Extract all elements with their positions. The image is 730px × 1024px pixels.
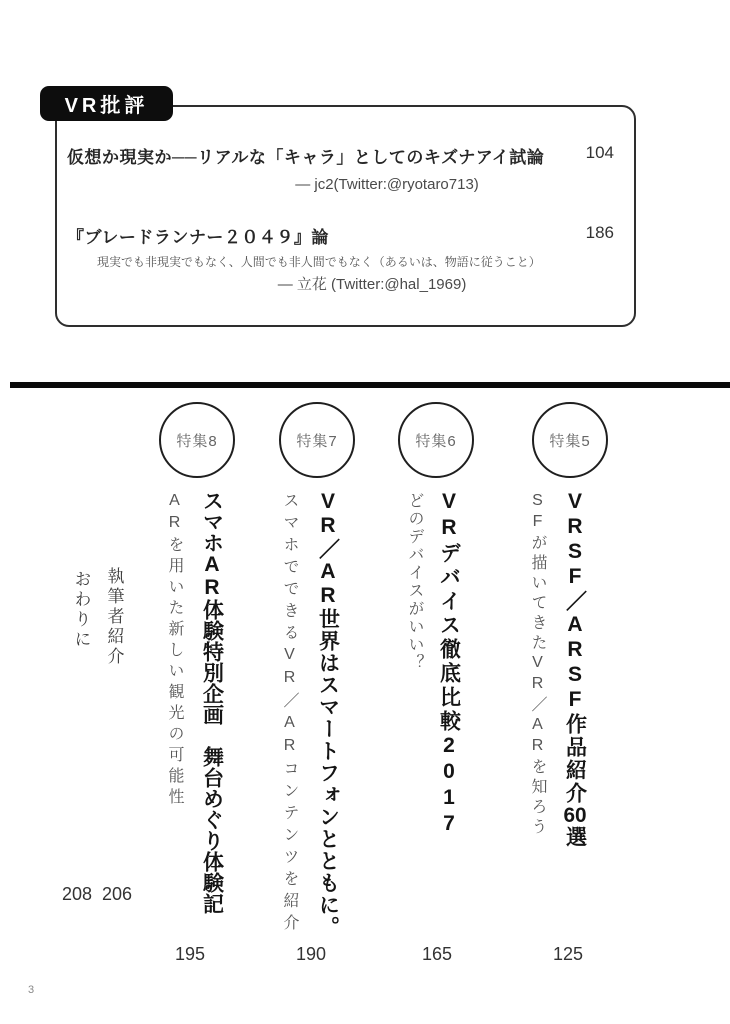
feature-badge-7 [279,402,355,478]
entry-page-number: 104 [585,143,614,162]
backmatter-page-number: 206 [101,884,133,904]
feature-title-7 [314,490,342,938]
backmatter-item-authors [103,567,125,667]
feature-title-5 [561,490,589,849]
section-label-text: VR批評 [64,95,149,117]
feature-title-segment: VRSF／ARSF作品紹介 [563,490,587,805]
feature-subtitle-text: どのデバイスがいい？ [406,492,423,672]
feature-subtitle-text: ARを用いた新しい観光の可能性 [166,492,183,809]
entry-title: 『ブレードランナー２０４９』論 [67,228,329,247]
feature-badge-label: 特集5 [549,432,591,450]
entry-subtitle: 現実でも非現実でもなく、人間でも非人間でもなく（あるいは、物語に従うこと） [97,255,541,269]
criticism-box [55,105,636,327]
feature-subtitle-8 [163,492,185,809]
feature-badge-5 [532,402,608,478]
section-divider [10,382,730,388]
feature-subtitle-6 [403,492,425,672]
page-folio: 3 [28,984,35,996]
feature-title-text [565,490,586,849]
feature-title-number: 60 [563,805,587,826]
section-label-vr-criticism [40,86,173,121]
backmatter-page-number: 208 [61,884,93,904]
entry-author: — 立花 (Twitter:@hal_1969) [277,276,467,293]
feature-page-number: 195 [174,944,206,964]
feature-subtitle-text: SFが描いてきたVR／ARを知ろう [529,492,546,838]
feature-title-8 [198,490,226,914]
feature-title-6 [435,490,463,838]
backmatter-label: おわりに [71,570,91,650]
feature-badge-8 [159,402,235,478]
feature-title-text: VR／AR世界はスマートフォンとともに。 [316,490,340,938]
feature-badge-label: 特集6 [415,432,457,450]
feature-page-number: 125 [552,944,584,964]
entry-page-number: 186 [585,223,614,242]
entry-title: 仮想か現実か──リアルな「キャラ」としてのキズナアイ試論 [67,148,545,167]
backmatter-item-afterword [70,570,92,650]
feature-badge-label: 特集7 [296,432,338,450]
feature-badge-6 [398,402,474,478]
backmatter-label: 執筆者紹介 [104,567,124,667]
feature-subtitle-5 [526,492,548,838]
feature-title-text: VRデバイス徹底比較2017 [437,490,461,838]
feature-subtitle-7 [278,492,300,936]
feature-page-number: 165 [421,944,453,964]
feature-page-number: 190 [295,944,327,964]
feature-subtitle-text: スマホでできるVR／ARコンテンツを紹介 [281,492,298,936]
feature-title-segment: 選 [563,826,587,849]
entry-author: — jc2(Twitter:@ryotaro713) [295,176,479,193]
feature-badge-label: 特集8 [176,432,218,450]
feature-title-text: スマホAR体験特別企画 舞台めぐり体験記 [200,490,224,914]
